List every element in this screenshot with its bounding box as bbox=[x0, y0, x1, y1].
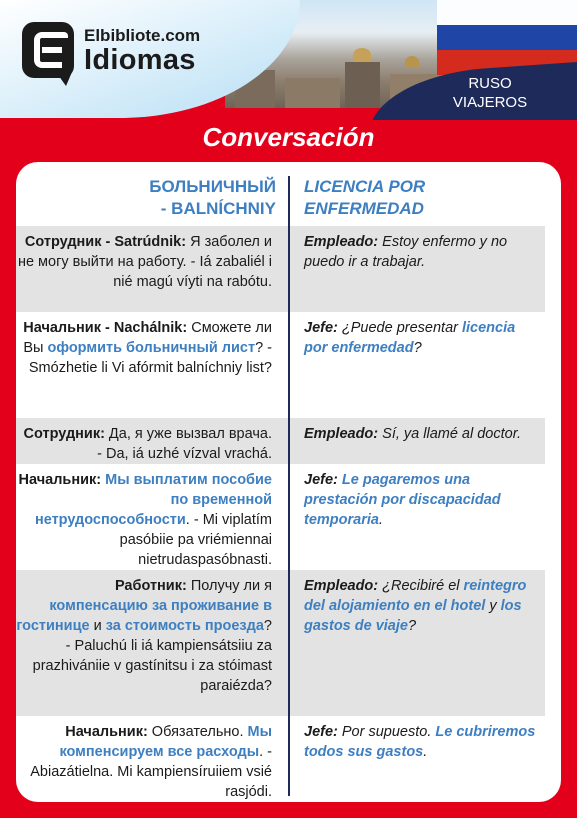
es-heading-line-2: ENFERMEDAD bbox=[304, 199, 424, 218]
es-heading-line-1: LICENCIA POR bbox=[304, 177, 426, 196]
ru-heading-line-1: БОЛЬНИЧНЫЙ bbox=[149, 177, 276, 196]
dialogue-row bbox=[16, 226, 545, 312]
line-text: Обязательно. bbox=[147, 724, 248, 740]
speaker-label: Jefe: bbox=[304, 724, 338, 740]
speaker-label: Jefe: bbox=[304, 472, 338, 488]
highlighted-phrase: за стоимость проезда bbox=[105, 618, 264, 634]
highlighted-phrase: Le pagaremos una prestación por discapacidad temporaria bbox=[304, 472, 501, 528]
speaker-label: Работник: bbox=[114, 578, 187, 594]
line-text: Сможете ли Вы bbox=[23, 320, 272, 356]
tag-language: RUSO bbox=[468, 75, 512, 92]
line-text: ? - Paluchú li iá kampiensátsiiu za prazhivániie v gastínitsu i za stóimast paraiézda? bbox=[32, 618, 272, 694]
line-text: . bbox=[423, 744, 428, 760]
speaker-label: Jefe: bbox=[304, 320, 338, 336]
line-text: Por supuesto. bbox=[337, 724, 436, 740]
speaker-label: Empleado: bbox=[304, 234, 379, 250]
speaker-label: Сотрудник: bbox=[23, 426, 105, 442]
dialogue-row bbox=[16, 570, 545, 716]
highlighted-phrase: компенсацию за проживание в гостинице bbox=[16, 598, 272, 634]
russian-column-heading bbox=[26, 176, 276, 220]
speaker-label: Empleado: bbox=[304, 426, 379, 442]
line-text: Да, я уже вызвал врача. - Da, iá uzhé vízval vrachá. bbox=[97, 426, 272, 462]
dialogue-row bbox=[16, 464, 545, 570]
line-text: . bbox=[378, 512, 383, 528]
ru-heading-line-2: - BALNÍCHNIY bbox=[160, 199, 276, 218]
spanish-column-heading bbox=[304, 176, 554, 220]
line-text: ? bbox=[413, 340, 422, 356]
column-divider bbox=[288, 176, 290, 796]
line-text: . - Mi viplatím pasóbiie pa vriémiennai nietrudaspasóbnasti. bbox=[119, 512, 272, 568]
highlighted-phrase: los gastos de viaje bbox=[304, 598, 522, 634]
spanish-line bbox=[304, 232, 540, 272]
line-text: и bbox=[89, 618, 106, 634]
spanish-line bbox=[304, 576, 540, 636]
line-text: Получу ли я bbox=[186, 578, 272, 594]
russian-line bbox=[16, 470, 272, 570]
line-text: Sí, ya llamé al doctor. bbox=[378, 426, 522, 442]
brand-name: Idiomas bbox=[84, 44, 196, 76]
highlighted-phrase: reintegro del alojamiento en el hotel bbox=[304, 578, 527, 614]
line-text: . - Abiazátielna. Mi kampiensíruiiem vsié rasjódi. bbox=[30, 744, 272, 800]
spanish-line bbox=[304, 470, 540, 530]
line-text: Я заболел и не могу выйти на работу. - Iá zabaliél i nié magú víyti na rabótu. bbox=[17, 234, 272, 290]
page-title: Conversación bbox=[202, 122, 375, 152]
header bbox=[0, 0, 577, 120]
highlighted-phrase: Le cubriremos todos sus gastos bbox=[304, 724, 536, 760]
speaker-label: Empleado: bbox=[304, 578, 379, 594]
russian-line bbox=[16, 318, 272, 378]
spanish-line bbox=[304, 424, 540, 444]
speaker-label: Начальник: bbox=[18, 472, 102, 488]
site-name: Elbibliote.com bbox=[84, 26, 201, 45]
dialogue-row bbox=[16, 418, 545, 464]
speaker-label: Начальник - Nachálnik: bbox=[23, 320, 188, 336]
russian-line bbox=[16, 722, 272, 802]
line-text: ? bbox=[407, 618, 417, 634]
russian-line bbox=[16, 424, 272, 464]
russian-line bbox=[16, 232, 272, 292]
spanish-line bbox=[304, 318, 540, 358]
highlighted-phrase: Мы компенсируем все расходы bbox=[59, 724, 272, 760]
line-text: ¿Recibiré el bbox=[378, 578, 464, 594]
speaker-label: Сотрудник - Satrúdnik: bbox=[24, 234, 187, 250]
category-tag bbox=[445, 74, 535, 112]
spanish-line bbox=[304, 722, 540, 762]
highlighted-phrase: оформить больничный лист bbox=[47, 340, 256, 356]
line-text: ? - Smózhetie li Vi afórmit balníchniy list? bbox=[28, 340, 272, 376]
line-text: ¿Puede presentar bbox=[337, 320, 462, 336]
highlighted-phrase: Мы выплатим пособие по временной нетрудоспособности bbox=[34, 472, 272, 528]
tag-audience: VIAJEROS bbox=[452, 94, 528, 111]
logo-icon bbox=[22, 22, 74, 78]
dialogue-row bbox=[16, 716, 545, 802]
line-text: Estoy enfermo y no puedo ir a trabajar. bbox=[304, 234, 508, 270]
line-text: y bbox=[485, 598, 501, 614]
highlighted-phrase: licencia por enfermedad bbox=[304, 320, 516, 356]
speaker-label: Начальник: bbox=[65, 724, 148, 740]
dialogue-row bbox=[16, 312, 545, 418]
conversation-card bbox=[16, 162, 561, 802]
russian-line bbox=[16, 576, 272, 696]
